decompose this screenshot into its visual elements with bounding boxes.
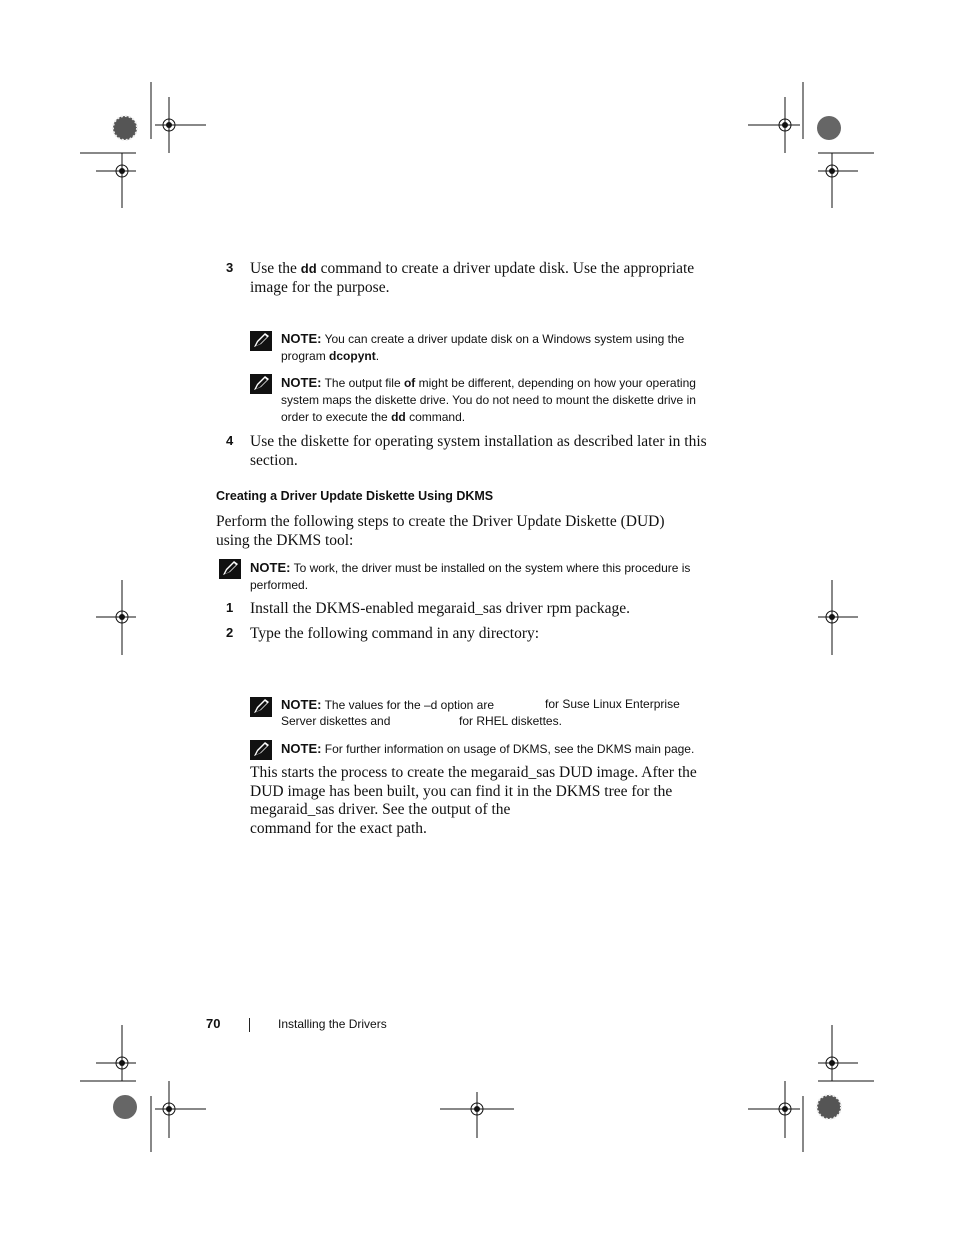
step-number: 4 [226,433,234,448]
note-4-text-b: for Suse Linux Enterprise [545,697,680,711]
step-number: 2 [226,625,234,640]
page-number: 70 [206,1016,221,1031]
dd-command: dd [391,410,406,424]
note-label: NOTE: [281,375,322,390]
note-4-text-d: for RHEL diskettes. [459,714,562,728]
of-word: of [403,376,416,390]
note-2 [281,374,721,426]
chapter-title: Installing the Drivers [278,1017,387,1031]
result-line-3: megaraid_sas driver. See the output of the [250,801,511,818]
note-1-text-b: . [375,349,380,363]
result-line-2: DUD image has been built, you can find it in the DKMS tree for the [250,783,673,800]
step-3-text-a: Use the [250,260,301,277]
note-5-text: For further information on usage of DKMS, see the DKMS main page. [321,742,695,756]
dd-command: dd [300,261,317,276]
note-label: NOTE: [281,331,322,346]
note-1-text-a: You can create a driver update disk on a Windows system using the program [281,332,685,363]
note-2-text-b: might be different, depending on how your operating system maps the diskette drive. You do not need to mount the diskette drive in order to execute the [281,376,696,424]
note-3 [250,559,720,594]
note-pencil-icon [250,331,272,351]
footer-separator [249,1018,250,1032]
step-3-text-b: command to create a driver update disk. Use the appropriate image for the purpose. [250,260,695,296]
result-line-4: command for the exact path. [250,820,427,837]
note-pencil-icon [250,697,272,717]
section-heading: Creating a Driver Update Diskette Using DKMS [216,489,494,503]
note-2-text-a: The output file [321,376,404,390]
step-4-text: Use the diskette for operating system installation as described later in this section. [250,433,707,469]
result-line-1: This starts the process to create the megaraid_sas DUD image. After the [250,764,697,781]
step-2-text: Type the following command in any directory: [250,625,540,642]
intro-paragraph: Perform the following steps to create the Driver Update Diskette (DUD) using the DKMS tool: [216,513,665,549]
note-pencil-icon [250,740,272,760]
note-pencil-icon [250,374,272,394]
step-1-text: Install the DKMS-enabled megaraid_sas driver rpm package. [250,600,631,617]
note-4-line-1 [281,696,494,714]
note-5 [281,740,721,758]
note-4-text-a: The values for the –d option are [321,698,495,712]
step-number: 3 [226,260,234,275]
note-3-text: To work, the driver must be installed on the system where this procedure is performed. [250,561,691,592]
note-1 [281,330,721,365]
step-number: 1 [226,600,234,615]
note-label: NOTE: [281,697,322,712]
dcopynt-command: dcopynt [329,349,376,363]
note-label: NOTE: [281,741,322,756]
note-2-text-c: command. [405,410,466,424]
step-3-text [250,259,720,297]
note-pencil-icon [219,559,241,579]
note-label: NOTE: [250,560,291,575]
note-4-text-c: Server diskettes and [281,714,391,728]
